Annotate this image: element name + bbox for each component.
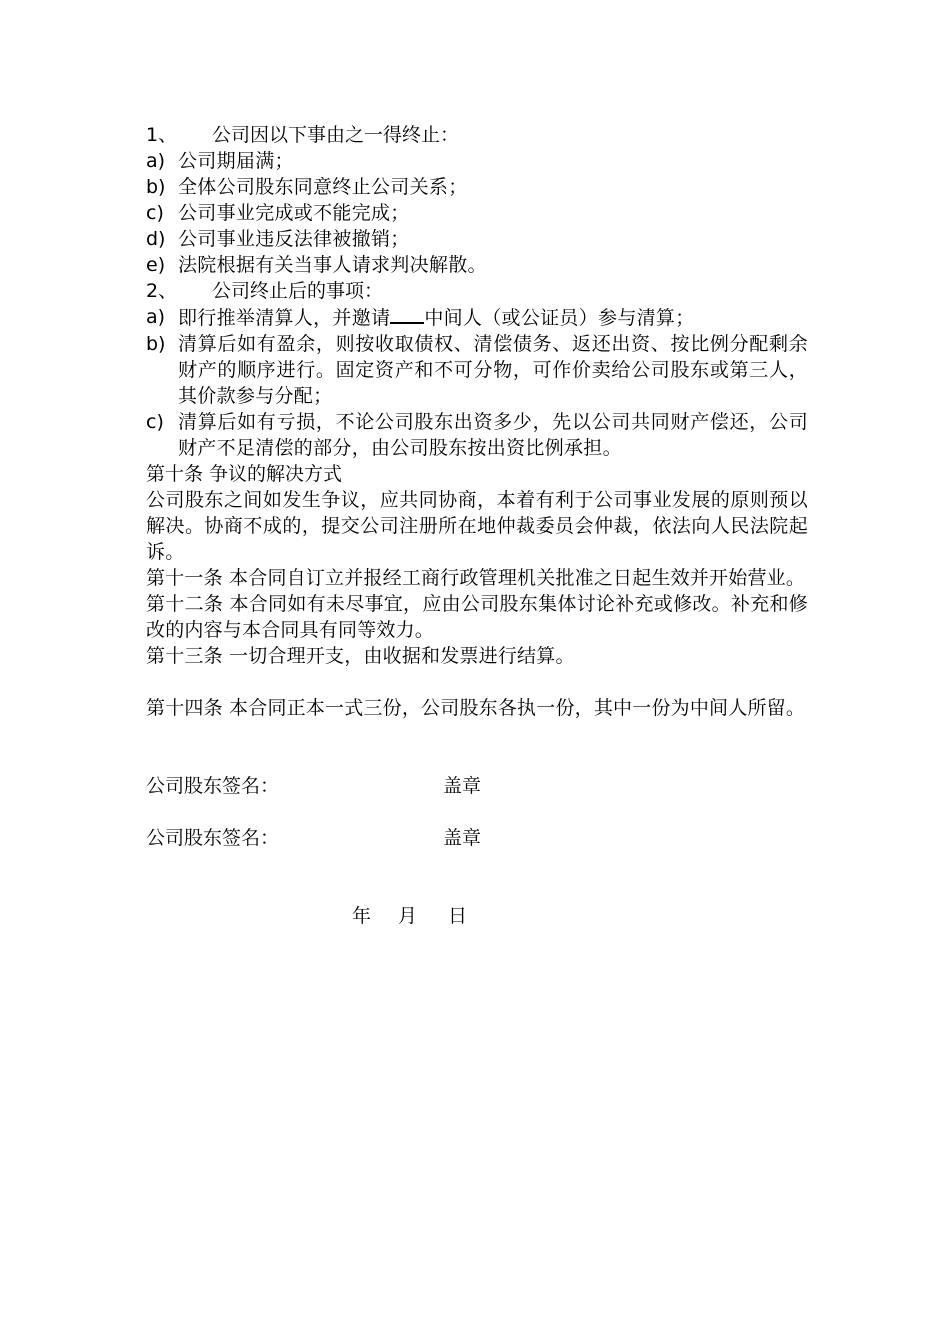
- item-label: b): [146, 333, 166, 355]
- item-text: 公司期届满；: [178, 150, 294, 172]
- item-text-after-blank: 中间人（或公证员）参与清算；: [424, 307, 695, 329]
- item-label: e): [146, 254, 166, 276]
- termination-item-c: [146, 200, 808, 226]
- item-label: a): [146, 150, 166, 172]
- termination-item-d: [146, 226, 808, 252]
- signature-row-1: [146, 773, 808, 799]
- termination-heading-number: 1、: [146, 124, 178, 146]
- fill-in-blank: [390, 304, 424, 324]
- seal-label: 盖章: [443, 775, 482, 797]
- signature-label: 公司股东签名：: [146, 775, 280, 797]
- item-text: 法院根据有关当事人请求判决解散。: [178, 254, 487, 276]
- article-13: 第十三条 一切合理开支，由收据和发票进行结算。: [146, 645, 575, 667]
- article-12: 第十二条 本合同如有未尽事宜，应由公司股东集体讨论补充或修改。补充和修改的内容与本合同具有同等效力。: [146, 593, 808, 641]
- article-10-title: 第十条 争议的解决方式: [146, 463, 343, 485]
- article-14: 第十四条 本合同正本一式三份，公司股东各执一份，其中一份为中间人所留。: [146, 697, 806, 719]
- item-label: b): [146, 176, 166, 198]
- item-text: 全体公司股东同意终止公司关系；: [178, 176, 468, 198]
- spacer: [146, 721, 808, 747]
- date-line: [146, 903, 808, 929]
- termination-item-a: [146, 148, 808, 174]
- spacer: [146, 669, 808, 695]
- item-label: c): [146, 411, 164, 433]
- termination-heading-text: 公司因以下事由之一得终止：: [212, 124, 460, 146]
- after-termination-heading-text: 公司终止后的事项：: [212, 280, 384, 302]
- after-termination-heading-number: 2、: [146, 280, 178, 302]
- article-10-body: 公司股东之间如发生争议，应共同协商，本着有利于公司事业发展的原则预以解决。协商不成的，提交公司注册所在地仲裁委员会仲裁，依法向人民法院起诉。: [146, 489, 808, 563]
- seal-label: 盖章: [443, 827, 482, 849]
- after-termination-heading: [146, 278, 808, 304]
- date-month: 月: [398, 905, 418, 927]
- item-label: a): [146, 306, 166, 328]
- article-11: 第十一条 本合同自订立并报经工商行政管理机关批准之日起生效并开始营业。: [146, 567, 806, 589]
- item-text-before-blank: 即行推举清算人，并邀请: [178, 307, 391, 329]
- spacer: [146, 747, 808, 773]
- item-text: 公司事业违反法律被撤销；: [178, 228, 410, 250]
- after-termination-item-a: [146, 304, 808, 331]
- date-year: 年: [352, 905, 372, 927]
- signature-row-2: [146, 825, 808, 851]
- after-termination-item-c: [146, 409, 808, 461]
- termination-item-e: [146, 252, 808, 278]
- spacer: [146, 851, 808, 877]
- spacer: [146, 799, 808, 825]
- item-text: [178, 304, 808, 331]
- item-text: 清算后如有盈余，则按收取债权、清偿债务、返还出资、按比例分配剩余财产的顺序进行。固定资产和不可分物，可作价卖给公司股东或第三人，其价款参与分配；: [178, 333, 808, 407]
- spacer: [146, 877, 808, 903]
- contract-page: [146, 122, 808, 929]
- item-text: 公司事业完成或不能完成；: [178, 202, 410, 224]
- termination-heading: [146, 122, 808, 148]
- item-label: c): [146, 202, 164, 224]
- date-day: 日: [448, 905, 468, 927]
- signature-label: 公司股东签名：: [146, 827, 280, 849]
- after-termination-item-b: [146, 331, 808, 409]
- termination-item-b: [146, 174, 808, 200]
- item-label: d): [146, 228, 166, 250]
- item-text: 清算后如有亏损，不论公司股东出资多少，先以公司共同财产偿还，公司财产不足清偿的部分，由公司股东按出资比例承担。: [178, 411, 808, 459]
